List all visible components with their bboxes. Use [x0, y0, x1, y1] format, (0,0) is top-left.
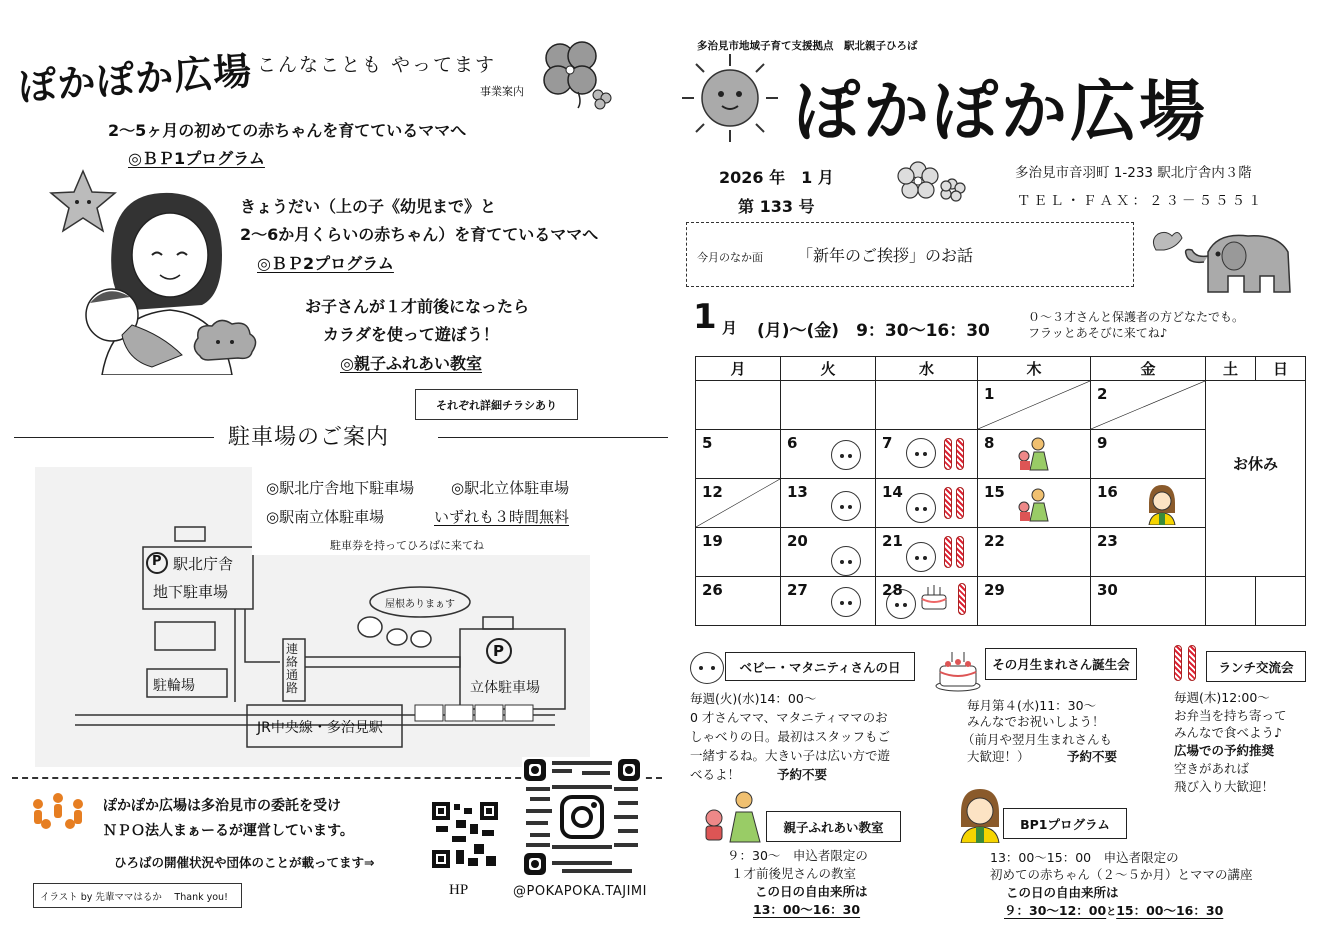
calendar-week-1	[696, 381, 1306, 430]
baby-day-desc-1: 0 才さんママ、マタニティママのお	[690, 710, 888, 725]
lunch-icon	[1174, 645, 1182, 681]
calendar-day-baby: 13	[781, 479, 876, 528]
baby-day-title-box	[725, 652, 915, 681]
map-p1: P	[152, 554, 162, 569]
calendar-day-baby: 21	[876, 528, 978, 577]
oyako-free-time: 13：00～16：30	[753, 902, 861, 917]
map-label-rittai: 立体駐車場	[470, 680, 540, 696]
divider-right	[438, 437, 668, 438]
tel-fax: ＴＥＬ・ＦＡＸ：２３－５５５１	[1017, 193, 1265, 209]
baby-day-time: 毎週(火)(水)14：00～	[690, 691, 817, 706]
calendar-day: 30	[1091, 577, 1206, 626]
footer-line-1: ぽかぽか広場は多治見市の委託を受け	[103, 798, 341, 814]
parking-heading: 駐車場のご案内	[228, 425, 390, 450]
parking-info	[252, 465, 592, 555]
topic-label: 今月のなか面	[697, 251, 763, 264]
cloud-icon	[190, 318, 260, 362]
calendar-day-baby: 20	[781, 528, 876, 577]
baby-face-icon	[831, 587, 861, 617]
calendar-day-oyako: 8	[978, 430, 1091, 479]
calendar-day: 9	[1091, 430, 1206, 479]
calendar-week-5	[696, 577, 1306, 626]
lunch-icon	[944, 438, 952, 470]
calendar-day-baby: 14	[876, 479, 978, 528]
bp1-description: 2～5ヶ月の初めての赤ちゃんを育てているママへ	[108, 121, 467, 140]
footer-line-3: ひろばの開催状況や団体のことが載ってます⇒	[114, 855, 375, 870]
month-unit: 月	[722, 319, 738, 337]
calendar-day-baby: 6	[781, 430, 876, 479]
calendar-day: 23	[1091, 528, 1206, 577]
hp-label: HP	[449, 882, 469, 898]
left-subtag: 事業案内	[480, 85, 524, 98]
opening-hours: (月)～(金) 9：30～16：30	[757, 321, 990, 341]
calendar-header-wed: 水	[876, 357, 978, 381]
lunch-desc-5: 飛び入り大歓迎！	[1174, 779, 1275, 794]
birthday-desc-2: （前月や翌月生まれさんも	[962, 732, 1113, 747]
bp2-description-1: きょうだい（上の子《幼児まで》と	[240, 197, 497, 216]
closed-slash	[1091, 381, 1205, 429]
oyako-free: この日の自由来所は	[755, 884, 868, 899]
lunch-icon	[956, 487, 964, 519]
map-label-churin: 駐輪場	[153, 678, 195, 694]
instagram-qr-code[interactable]	[522, 757, 642, 877]
bp1-staff-icon	[955, 787, 1005, 843]
lunch-desc-4: 空きがあれば	[1174, 761, 1250, 776]
visitor-note-1: ０～３才さんと保護者の方どなたでも。	[1028, 310, 1245, 324]
flyer-note: それぞれ詳細チラシあり	[436, 398, 557, 412]
calendar-day	[1256, 577, 1306, 626]
bp2-description-2: 2～6か月くらいの赤ちゃん）を育てているママへ	[240, 225, 599, 244]
hp-qr-code[interactable]	[430, 800, 500, 870]
credit-text: イラスト by 先輩ママはるか Thank you!	[40, 891, 228, 903]
baby-face-icon	[690, 652, 724, 684]
clover-icon	[538, 40, 614, 110]
oyako-title-box	[766, 811, 901, 842]
calendar-day-birthday: 28	[876, 577, 978, 626]
bp1-desc: 初めての赤ちゃん（２～５か月）とママの講座	[990, 867, 1253, 882]
birthday-noreserve: 予約不要	[1067, 749, 1118, 764]
baby-face-icon	[831, 491, 861, 521]
calendar-day-baby: 7	[876, 430, 978, 479]
calendar-day	[876, 381, 978, 430]
baby-face-icon	[906, 542, 936, 572]
calendar-header-thu: 木	[978, 357, 1091, 381]
holiday-label: お休み	[1232, 455, 1278, 473]
oyako-description-2: カラダを使って遊ぼう！	[323, 325, 499, 344]
parent-child-icon	[1016, 487, 1050, 523]
bp1-free: この日の自由来所は	[1006, 885, 1119, 900]
footer-line-2: ＮＰＯ法人まぁーるが運営しています。	[103, 823, 354, 839]
birthday-title-box	[985, 648, 1137, 680]
baby-day-desc-2: しゃべりの日。最初はスタッフもご	[690, 729, 891, 744]
oyako-description-1: お子さんが１才前後になったら	[305, 297, 530, 316]
parent-child-icon	[1016, 436, 1050, 472]
birthday-desc-3: 大歓迎！）	[967, 749, 1030, 764]
calendar-day: 26	[696, 577, 781, 626]
calendar-day	[781, 381, 876, 430]
birthday-time: 毎月第４(水)11：30～	[967, 698, 1097, 713]
calendar-day-baby: 27	[781, 577, 876, 626]
month-number: 1	[693, 297, 717, 337]
parking-item-2: ◎駅北立体駐車場	[451, 479, 570, 497]
calendar-day-oyako: 15	[978, 479, 1091, 528]
calendar-header-fri: 金	[1091, 357, 1206, 381]
left-logo: ぽかぽか広場	[16, 47, 254, 110]
calendar-day: 19	[696, 528, 781, 577]
bp1-free-time-2: 15：00～16：30	[1116, 903, 1224, 918]
calendar-day	[1206, 577, 1256, 626]
oyako-time: ９：30～ 申込者限定の	[727, 848, 868, 863]
sakura-icon	[890, 148, 975, 213]
parking-free: いずれも３時間無料	[434, 508, 570, 526]
calendar-day: 29	[978, 577, 1091, 626]
baby-day-desc-4: べるよ！	[690, 767, 741, 782]
calendar-header-mon: 月	[696, 357, 781, 381]
map-label-renraku: 連絡通路	[286, 642, 299, 695]
bp1-free-time-1: ９：30～12：00	[1004, 903, 1107, 918]
parent-child-icon	[700, 790, 764, 844]
bp1-title: ◎ＢＰ1プログラム	[128, 149, 265, 168]
divider-left	[14, 437, 214, 438]
calendar-day-bp1: 16	[1091, 479, 1206, 528]
bp1-and: と	[1106, 907, 1117, 918]
lunch-title: ランチ交流会	[1218, 659, 1294, 675]
baby-day-desc-3: 一緒するね。大きい子は広い方で遊	[690, 748, 891, 763]
weekend-closed	[1206, 381, 1306, 577]
lunch-icon	[956, 438, 964, 470]
map-label-station: JR中央線・多治見駅	[257, 720, 383, 736]
map-p2: P	[493, 642, 504, 660]
topic-text: 「新年のご挨拶」のお話	[797, 246, 974, 265]
calendar-header-row	[696, 357, 1306, 381]
birthday-title: その月生まれさん誕生会	[992, 657, 1130, 672]
lunch-icon	[944, 487, 952, 519]
bp2-title: ◎ＢＰ2プログラム	[257, 254, 394, 273]
calendar-day: 5	[696, 430, 781, 479]
topic-box	[686, 222, 1134, 287]
baby-face-icon	[906, 493, 936, 523]
visitor-note-2: フラッとあそびに来てね♪	[1028, 326, 1168, 340]
lunch-time: 毎週(木)12:00～	[1174, 690, 1270, 705]
birthday-desc-1: みんなでお祝いしよう！	[967, 714, 1105, 729]
calendar-table	[695, 356, 1306, 626]
baby-day-noreserve: 予約不要	[777, 767, 828, 782]
parking-note: 駐車券を持ってひろばに来てね	[330, 539, 484, 552]
sun-icon	[680, 52, 780, 144]
calendar-header-tue: 火	[781, 357, 876, 381]
bp1-time: 13：00～15：00 申込者限定の	[990, 850, 1179, 865]
parking-item-1: ◎駅北庁舎地下駐車場	[266, 479, 415, 497]
issue-number: 第 133 号	[738, 197, 815, 216]
map-label-roof: 屋根ありまぁす	[385, 599, 455, 610]
right-logo: ぽかぽか広場	[794, 72, 1208, 150]
people-logo-icon	[28, 790, 88, 838]
lunch-desc-3: 広場での予約推奨	[1174, 743, 1275, 758]
org-name: 多治見市地域子育て支援拠点 駅北親子ひろば	[697, 40, 918, 52]
lunch-icon	[956, 536, 964, 568]
calendar-header-sun: 日	[1256, 357, 1306, 381]
bp1-title-box	[1003, 808, 1127, 839]
parking-item-3: ◎駅南立体駐車場	[266, 508, 385, 526]
calendar-day: 22	[978, 528, 1091, 577]
address: 多治見市音羽町 1-233 駅北庁舎内３階	[1015, 165, 1252, 181]
lunch-icon	[958, 583, 966, 615]
lunch-desc-1: お弁当を持ち寄って	[1174, 708, 1287, 723]
closed-slash	[978, 381, 1090, 429]
flyer-note-box	[415, 389, 578, 420]
baby-day-title: ベビー・マタニティさんの日	[739, 659, 901, 675]
elephant-icon	[1148, 222, 1298, 300]
baby-face-icon	[831, 546, 861, 576]
baby-face-icon	[906, 438, 936, 468]
bp1-free-times	[1004, 901, 1223, 922]
lunch-desc-2: みんなで食べよう♪	[1174, 725, 1282, 740]
calendar-day-holiday: 12	[696, 479, 781, 528]
cake-icon	[934, 650, 982, 692]
baby-face-icon	[831, 440, 861, 470]
oyako-event-title: 親子ふれあい教室	[783, 819, 884, 835]
bp1-event-title: BP1プログラム	[1020, 816, 1110, 832]
calendar-day	[696, 381, 781, 430]
cake-icon	[918, 581, 950, 613]
map-label-chika: 地下駐車場	[153, 583, 229, 601]
left-tagline: こんなことも やってます	[257, 54, 497, 76]
bp1-staff-icon	[1143, 483, 1181, 525]
credit-box	[33, 883, 242, 908]
lunch-icon	[944, 536, 952, 568]
instagram-label: @POKAPOKA.TAJIMI	[513, 884, 647, 899]
year-month: 2026 年 1 月	[719, 168, 834, 187]
lunch-icon	[1188, 645, 1196, 681]
oyako-title: ◎親子ふれあい教室	[340, 354, 482, 373]
oyako-desc: １才前後児さんの教室	[731, 866, 857, 881]
calendar-day-holiday: 1	[978, 381, 1091, 430]
calendar-day-holiday: 2	[1091, 381, 1206, 430]
map-label-ekikita: 駅北庁舎	[173, 555, 234, 573]
calendar-header-sat: 土	[1206, 357, 1256, 381]
lunch-title-box	[1206, 651, 1306, 682]
